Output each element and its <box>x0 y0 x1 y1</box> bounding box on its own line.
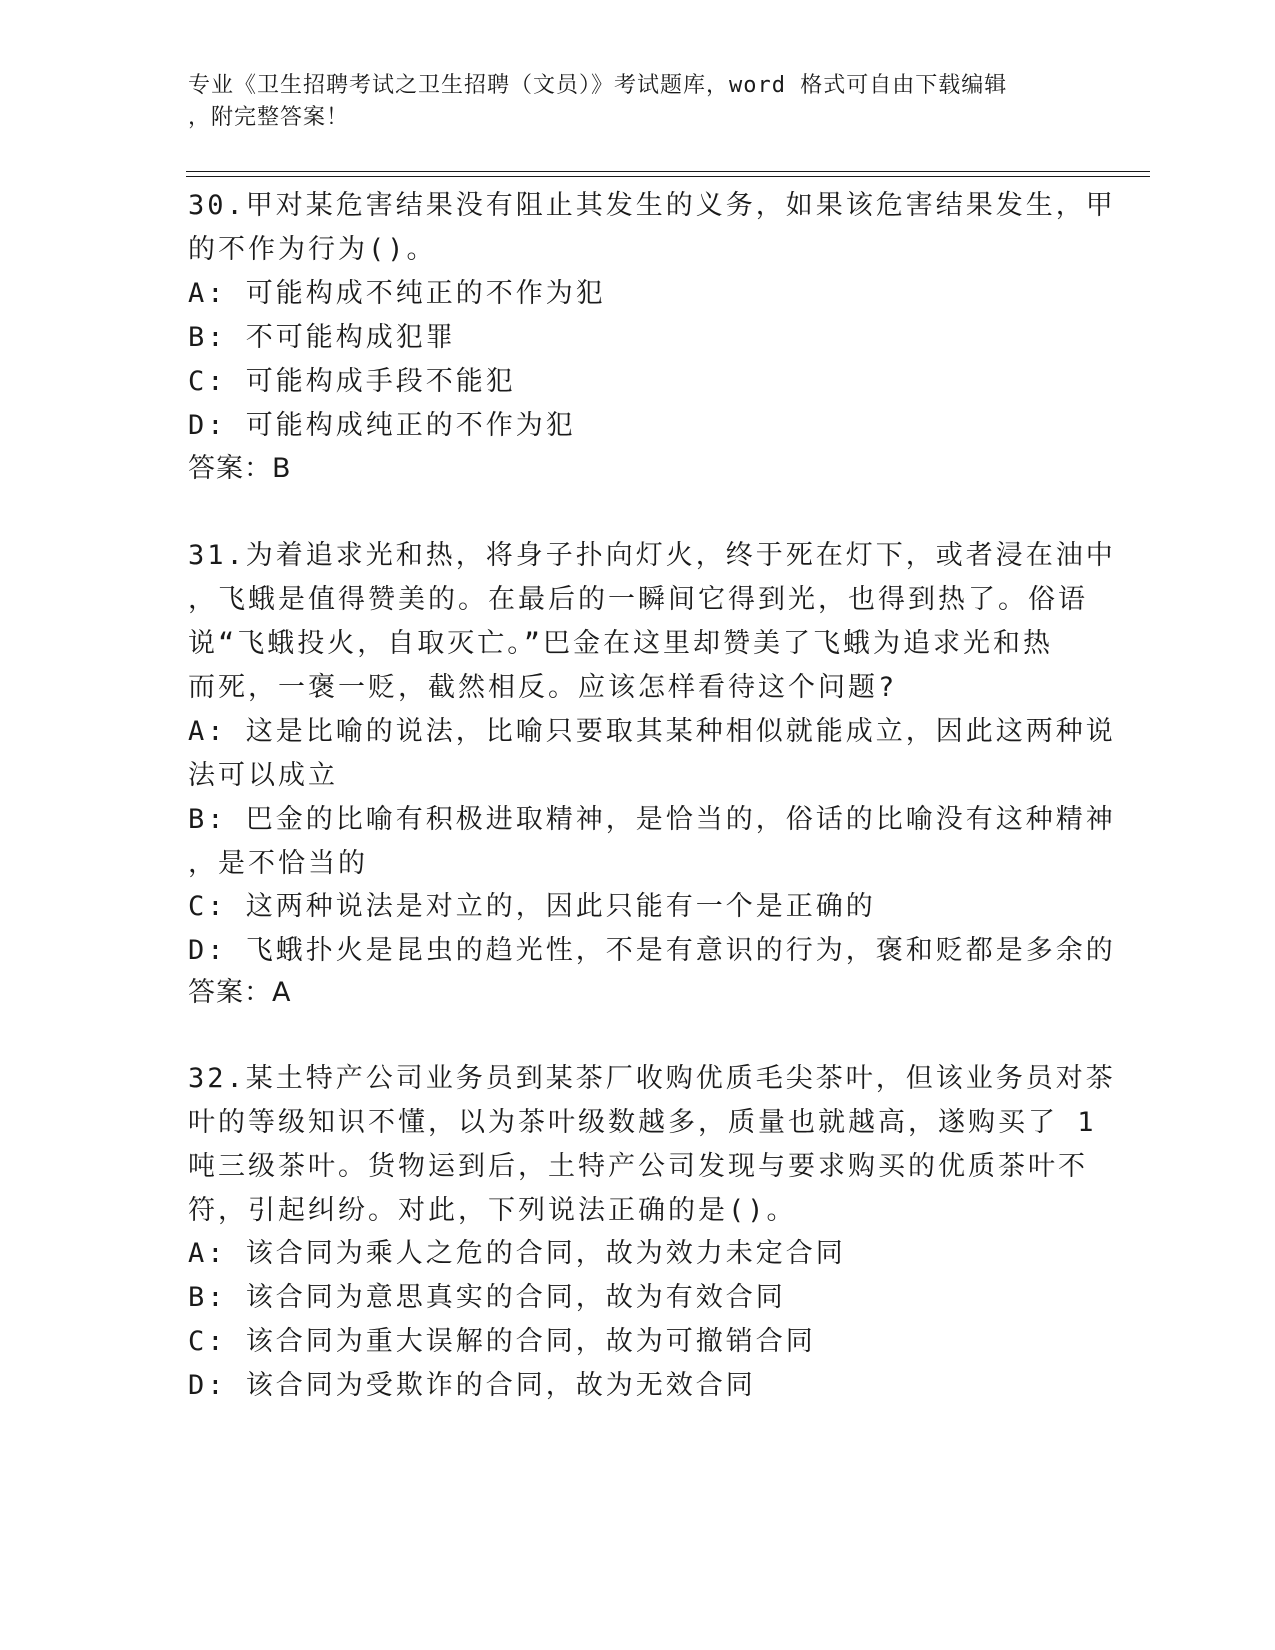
option-b: B: 不可能构成犯罪 <box>188 322 456 353</box>
header-rule-bottom <box>186 176 1150 177</box>
option-b: B: 巴金的比喻有积极进取精神，是恰当的，俗话的比喻没有这种精神 <box>188 804 1116 835</box>
option-a: A: 可能构成不纯正的不作为犯 <box>188 278 606 309</box>
header-line-1: 专业《卫生招聘考试之卫生招聘（文员）》考试题库，word 格式可自由下载编辑 <box>188 73 1008 98</box>
question-stem-line: 32.某土特产公司业务员到某茶厂收购优质毛尖茶叶，但该业务员对茶 <box>188 1063 1116 1094</box>
question-stem-line: 30.甲对某危害结果没有阻止其发生的义务，如果该危害结果发生，甲 <box>188 190 1116 221</box>
question-stem-line: 31.为着追求光和热，将身子扑向灯火，终于死在灯下，或者浸在油中 <box>188 540 1116 571</box>
question-stem-line: 而死，一褒一贬，截然相反。应该怎样看待这个问题? <box>188 672 898 703</box>
option-a: A: 该合同为乘人之危的合同，故为效力未定合同 <box>188 1238 846 1269</box>
option-c: C: 这两种说法是对立的，因此只能有一个是正确的 <box>188 891 876 922</box>
option-c: C: 该合同为重大误解的合同，故为可撤销合同 <box>188 1326 816 1357</box>
header-rule-top <box>186 171 1150 172</box>
option-d: D: 可能构成纯正的不作为犯 <box>188 410 576 441</box>
answer-label: 答案：A <box>188 977 292 1008</box>
option-d: D: 飞蛾扑火是昆虫的趋光性，不是有意识的行为，褒和贬都是多余的 <box>188 935 1116 966</box>
option-d: D: 该合同为受欺诈的合同，故为无效合同 <box>188 1370 756 1401</box>
question-stem-line: 吨三级茶叶。货物运到后，土特产公司发现与要求购买的优质茶叶不 <box>188 1151 1088 1182</box>
option-b-continued: ，是不恰当的 <box>188 848 368 879</box>
option-a-continued: 法可以成立 <box>188 760 338 791</box>
option-a: A: 这是比喻的说法，比喻只要取其某种相似就能成立，因此这两种说 <box>188 716 1116 747</box>
answer-label: 答案：B <box>188 453 292 484</box>
question-stem-line: 说“飞蛾投火，自取灭亡。”巴金在这里却赞美了飞蛾为追求光和热 <box>188 628 1054 659</box>
option-b: B: 该合同为意思真实的合同，故为有效合同 <box>188 1282 786 1313</box>
question-stem-line: 叶的等级知识不懂，以为茶叶级数越多，质量也就越高，遂购买了 1 <box>188 1107 1097 1138</box>
question-stem-line: 的不作为行为()。 <box>188 234 437 265</box>
question-stem-line: 符，引起纠纷。对此，下列说法正确的是()。 <box>188 1195 797 1226</box>
option-c: C: 可能构成手段不能犯 <box>188 366 516 397</box>
header-line-2: ，附完整答案！ <box>188 105 350 130</box>
question-stem-line: ，飞蛾是值得赞美的。在最后的一瞬间它得到光，也得到热了。俗语 <box>188 584 1088 615</box>
